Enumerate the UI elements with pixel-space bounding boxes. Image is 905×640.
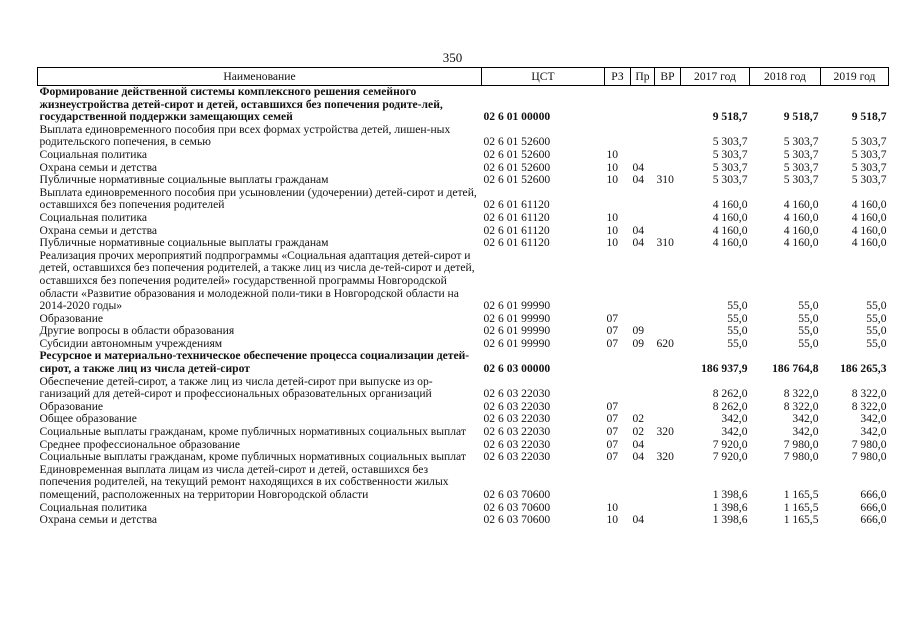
cell-2017: 5 303,7	[712, 135, 748, 149]
cell-cst: 02 6 01 61120	[483, 236, 550, 250]
cell-2017: 5 303,7	[712, 147, 748, 161]
cell-rz: 07	[606, 425, 619, 439]
cell-vr	[655, 376, 681, 401]
cell-2018: 5 303,7	[783, 135, 819, 149]
cell-2019: 4 160,0	[851, 210, 887, 224]
cell-2017: 342,0	[721, 412, 748, 426]
cell-name: Реализация прочих мероприятий подпрограммы «Социальная адаптация детей-сирот и детей, оставшихся без попечения родителей, а также лиц из числа де-тей-сирот и детей, оставшихся без попечения родителей» государственной программы Новгородской области «Развитие образования и молодежной поли-тики в Новгородской области на 2014-2020 годы»	[39, 248, 475, 313]
cell-cst: 02 6 03 22030	[483, 387, 551, 401]
cell-name: Образование	[39, 399, 104, 413]
cell-cst: 02 6 01 61120	[483, 223, 550, 237]
cell-vr	[655, 86, 681, 124]
cell-2018: 55,0	[798, 299, 819, 313]
cell-2018: 8 322,0	[783, 399, 819, 413]
cell-name: Охрана семьи и детства	[39, 513, 158, 527]
cell-2018: 4 160,0	[783, 223, 819, 237]
cell-pr: 09	[632, 324, 645, 338]
cell-2019: 186 265,3	[840, 362, 887, 376]
cell-name: Обеспечение детей-сирот, а также лиц из числа детей-сирот при выпуске из ор-ганизаций для детей-сирот и профессиональных образовательных организаций	[39, 374, 433, 401]
cell-vr	[655, 313, 681, 326]
cell-cst: 02 6 03 70600	[483, 513, 551, 527]
cell-2019: 9 518,7	[851, 110, 887, 124]
cell-2018: 55,0	[798, 324, 819, 338]
cell-vr	[655, 149, 681, 162]
cell-name: Общее образование	[39, 412, 137, 426]
table-row	[38, 237, 889, 250]
cell-pr: 04	[632, 160, 645, 174]
cell-2017: 7 920,0	[712, 437, 748, 451]
cell-2017: 342,0	[721, 425, 748, 439]
cell-2018: 55,0	[798, 311, 819, 325]
cell-vr: 320	[656, 425, 674, 439]
table-row	[38, 451, 889, 464]
cell-rz: 10	[606, 513, 619, 527]
table-row	[38, 212, 889, 225]
cell-vr: 320	[656, 450, 674, 464]
column-header-rz: РЗ	[605, 68, 631, 86]
cell-2019: 666,0	[860, 513, 887, 527]
cell-cst: 02 6 03 22030	[483, 399, 551, 413]
cell-2019: 5 303,7	[851, 135, 887, 149]
cell-2018: 7 980,0	[783, 437, 819, 451]
column-header-2018: 2018 год	[750, 68, 821, 86]
cell-2019: 55,0	[866, 336, 887, 350]
cell-2019: 4 160,0	[851, 223, 887, 237]
cell-cst: 02 6 01 99990	[483, 311, 551, 325]
column-header-2017: 2017 год	[681, 68, 750, 86]
cell-rz: 07	[606, 437, 619, 451]
cell-pr: 04	[632, 450, 645, 464]
cell-2019: 7 980,0	[851, 437, 887, 451]
table-row	[38, 401, 889, 414]
cell-2018: 1 165,5	[783, 513, 819, 527]
cell-cst: 02 6 01 61120	[483, 210, 550, 224]
cell-2018: 55,0	[798, 336, 819, 350]
cell-2017: 8 262,0	[712, 399, 748, 413]
cell-cst: 02 6 01 52600	[483, 147, 551, 161]
cell-vr	[655, 325, 681, 338]
table-row	[38, 174, 889, 187]
cell-vr	[655, 401, 681, 414]
table-body	[38, 86, 889, 527]
cell-pr	[631, 376, 655, 401]
cell-rz: 10	[606, 173, 619, 187]
cell-2017: 8 262,0	[712, 387, 748, 401]
cell-2019: 4 160,0	[851, 198, 887, 212]
cell-rz: 10	[606, 147, 619, 161]
cell-rz: 10	[606, 236, 619, 250]
cell-name: Публичные нормативные социальные выплаты гражданам	[39, 236, 329, 250]
cell-cst: 02 6 01 52600	[483, 135, 551, 149]
cell-rz: 10	[606, 160, 619, 174]
cell-pr: 02	[632, 425, 645, 439]
cell-name: Образование	[39, 311, 104, 325]
cell-2019: 7 980,0	[851, 450, 887, 464]
cell-name: Социальная политика	[39, 500, 148, 514]
cell-2019: 5 303,7	[851, 160, 887, 174]
cell-2018: 342,0	[792, 412, 819, 426]
table-row	[38, 250, 889, 313]
cell-cst: 02 6 01 52600	[483, 173, 551, 187]
cell-pr	[631, 212, 655, 225]
cell-2018: 5 303,7	[783, 160, 819, 174]
cell-cst: 02 6 01 99990	[483, 299, 551, 313]
cell-name: Формирование действенной системы комплексного решения семейного жизнеустройства детей-сирот и детей, оставшихся без попечения родите-лей, государственной поддержки замещающих семей	[39, 85, 443, 124]
cell-2018: 1 165,5	[783, 488, 819, 501]
cell-2017: 5 303,7	[712, 160, 748, 174]
table-row	[38, 376, 889, 401]
cell-name: Выплата единовременного пособия при усыновлении (удочерении) детей-сирот и детей, оставшихся без попечения родителей	[39, 185, 477, 212]
cell-cst: 02 6 01 61120	[483, 198, 550, 212]
cell-pr	[631, 187, 655, 212]
cell-cst: 02 6 03 70600	[483, 500, 551, 514]
cell-vr	[655, 250, 681, 313]
cell-rz	[605, 376, 631, 401]
cell-pr	[631, 464, 655, 502]
cell-2019: 55,0	[866, 299, 887, 313]
cell-2019: 5 303,7	[851, 147, 887, 161]
cell-2017: 4 160,0	[712, 236, 748, 250]
table-header-row	[38, 68, 889, 86]
cell-2019: 8 322,0	[851, 399, 887, 413]
cell-2017: 1 398,6	[712, 500, 748, 514]
cell-rz: 07	[606, 336, 619, 350]
cell-2017: 1 398,6	[712, 513, 748, 527]
cell-vr: 310	[656, 173, 674, 187]
cell-2017: 55,0	[727, 299, 748, 313]
cell-pr	[631, 149, 655, 162]
cell-2017: 55,0	[727, 324, 748, 338]
cell-2019: 4 160,0	[851, 236, 887, 250]
cell-cst: 02 6 01 99990	[483, 336, 551, 350]
column-header-2019: 2019 год	[821, 68, 889, 86]
cell-2019: 666,0	[860, 500, 887, 514]
cell-vr	[655, 124, 681, 149]
cell-2017: 9 518,7	[712, 110, 748, 124]
cell-vr	[655, 464, 681, 502]
cell-pr: 04	[632, 173, 645, 187]
cell-rz	[605, 250, 631, 313]
cell-2017: 186 937,9	[701, 362, 748, 376]
cell-vr	[655, 502, 681, 515]
table-row	[38, 86, 889, 124]
cell-cst: 02 6 01 00000	[483, 110, 551, 124]
cell-pr: 04	[632, 223, 645, 237]
cell-rz: 07	[606, 311, 619, 325]
cell-vr: 310	[656, 236, 674, 250]
cell-2017: 4 160,0	[712, 210, 748, 224]
cell-cst: 02 6 03 00000	[483, 362, 551, 376]
column-header-name: Наименование	[38, 68, 482, 86]
budget-table	[37, 67, 889, 527]
cell-pr: 04	[632, 437, 645, 451]
cell-rz: 10	[606, 210, 619, 224]
cell-pr	[631, 124, 655, 149]
cell-2018: 4 160,0	[783, 236, 819, 250]
cell-pr	[631, 86, 655, 124]
cell-name: Охрана семьи и детства	[39, 160, 158, 174]
cell-vr	[655, 514, 681, 527]
cell-cst: 02 6 01 99990	[483, 324, 551, 338]
cell-2017: 55,0	[727, 311, 748, 325]
cell-2017: 7 920,0	[712, 450, 748, 464]
cell-pr: 09	[632, 336, 645, 350]
cell-2017: 5 303,7	[712, 173, 748, 187]
cell-rz: 07	[606, 450, 619, 464]
cell-name: Единовременная выплата лицам из числа детей-сирот и детей, оставшихся без попечения родителей, на текущий ремонт находящихся в их собственности жилых помещений, расположенных на территории Новгородской области	[39, 462, 449, 501]
cell-rz: 07	[606, 324, 619, 338]
cell-2018: 9 518,7	[783, 110, 819, 124]
table-row	[38, 187, 889, 212]
cell-2018: 4 160,0	[783, 210, 819, 224]
cell-2018: 5 303,7	[783, 173, 819, 187]
cell-rz: 07	[606, 412, 619, 426]
cell-name: Другие вопросы в области образования	[39, 324, 235, 338]
cell-rz	[605, 464, 631, 502]
cell-2017: 4 160,0	[712, 223, 748, 237]
cell-cst: 02 6 01 52600	[483, 160, 551, 174]
cell-cst: 02 6 03 22030	[483, 412, 551, 426]
cell-2019: 5 303,7	[851, 173, 887, 187]
table-row	[38, 514, 889, 527]
page-number: 350	[442, 50, 463, 65]
table-row	[38, 325, 889, 338]
column-header-vr: ВР	[655, 68, 681, 86]
cell-2017: 4 160,0	[712, 198, 748, 212]
cell-name: Социальные выплаты гражданам, кроме публичных нормативных социальных выплат	[39, 425, 466, 439]
cell-name: Охрана семьи и детства	[39, 223, 158, 237]
table-row	[38, 426, 889, 439]
cell-rz: 10	[606, 223, 619, 237]
cell-2018: 186 764,8	[772, 362, 819, 376]
cell-vr	[655, 350, 681, 375]
cell-vr	[655, 212, 681, 225]
cell-2019: 342,0	[860, 412, 887, 426]
cell-2019: 55,0	[866, 311, 887, 325]
cell-name: Среднее профессиональное образование	[39, 437, 241, 451]
cell-2019: 666,0	[860, 488, 887, 501]
table-row	[38, 502, 889, 515]
cell-name: Социальная политика	[39, 147, 148, 161]
cell-2018: 5 303,7	[783, 147, 819, 161]
cell-2019: 55,0	[866, 324, 887, 338]
cell-rz	[605, 86, 631, 124]
cell-rz	[605, 124, 631, 149]
cell-2018: 4 160,0	[783, 198, 819, 212]
cell-name: Публичные нормативные социальные выплаты гражданам	[39, 173, 329, 187]
cell-rz: 10	[606, 500, 619, 514]
table-row	[38, 350, 889, 375]
cell-2018: 1 165,5	[783, 500, 819, 514]
cell-name: Социальная политика	[39, 210, 148, 224]
cell-cst: 02 6 03 70600	[483, 488, 551, 501]
column-header-cst: ЦСТ	[482, 68, 605, 86]
cell-pr	[631, 350, 655, 375]
cell-2018: 342,0	[792, 425, 819, 439]
cell-2019: 8 322,0	[851, 387, 887, 401]
cell-rz	[605, 350, 631, 375]
cell-2017: 55,0	[727, 336, 748, 350]
cell-cst: 02 6 03 22030	[483, 425, 551, 439]
cell-pr: 04	[632, 513, 645, 527]
cell-2018: 7 980,0	[783, 450, 819, 464]
cell-rz: 07	[606, 399, 619, 413]
cell-2017: 1 398,6	[712, 488, 748, 501]
cell-cst: 02 6 03 22030	[483, 450, 551, 464]
cell-2019: 342,0	[860, 425, 887, 439]
cell-vr: 620	[656, 336, 674, 350]
table-row	[38, 149, 889, 162]
cell-2018: 8 322,0	[783, 387, 819, 401]
column-header-pr: Пр	[631, 68, 655, 86]
cell-name: Субсидии автономным учреждениям	[39, 336, 223, 350]
cell-cst: 02 6 03 22030	[483, 437, 551, 451]
table-row	[38, 464, 889, 502]
cell-name: Выплата единовременного пособия при всех формах устройства детей, лишен-ных родительского попечения, в семью	[39, 122, 451, 149]
cell-vr	[655, 187, 681, 212]
cell-pr: 04	[632, 236, 645, 250]
table-row	[38, 124, 889, 149]
cell-pr: 02	[632, 412, 645, 426]
cell-rz	[605, 187, 631, 212]
cell-pr	[631, 250, 655, 313]
cell-name: Ресурсное и материально-техническое обеспечение процесса социализации детей-сирот, а также лиц из числа детей-сирот	[39, 349, 470, 376]
cell-name: Социальные выплаты гражданам, кроме публичных нормативных социальных выплат	[39, 450, 466, 464]
